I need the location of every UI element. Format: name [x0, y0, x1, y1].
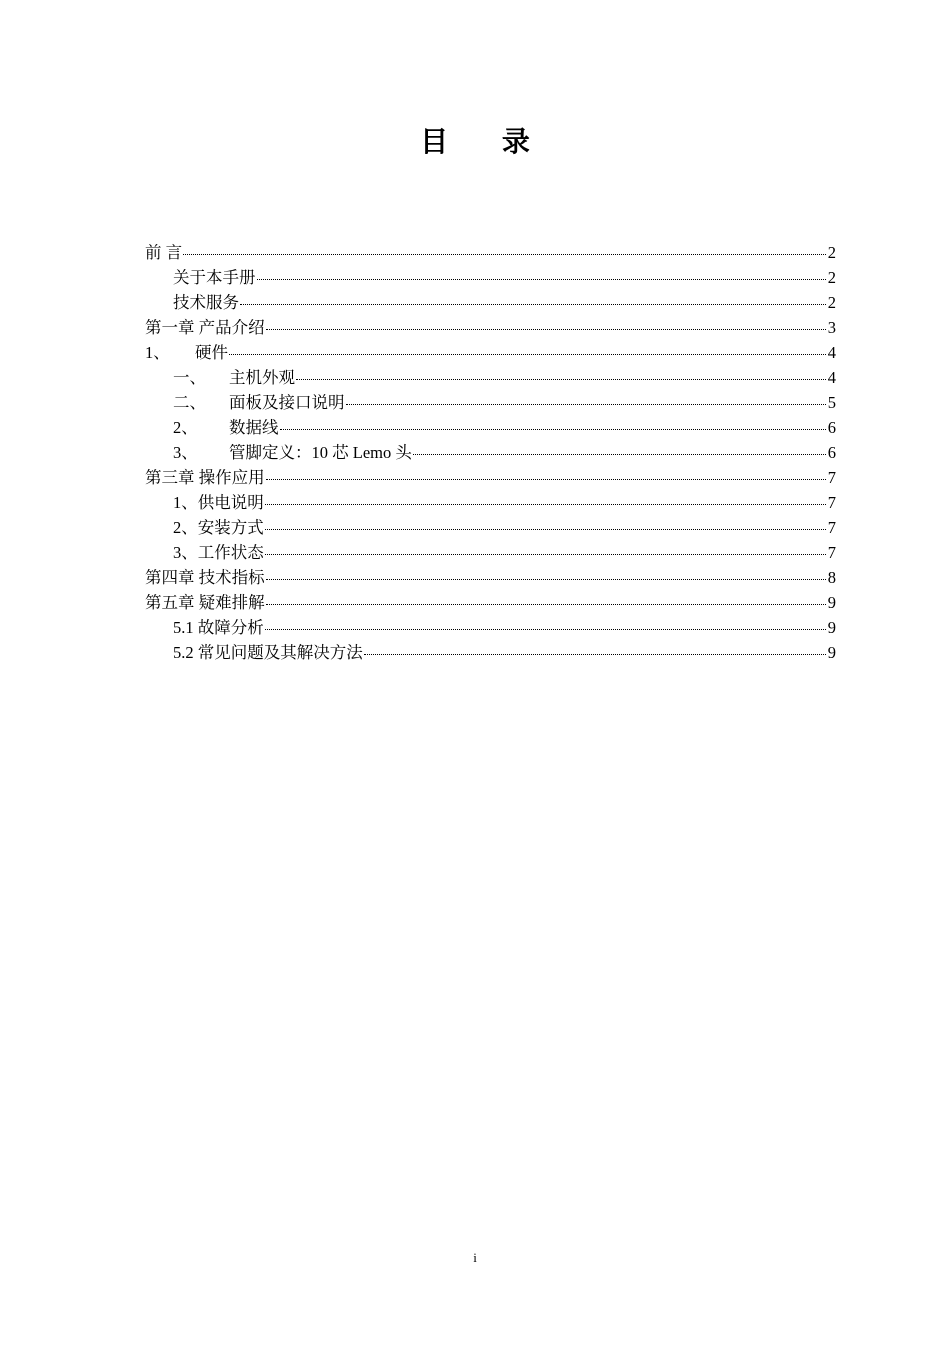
dot-leader: [265, 554, 826, 555]
toc-entry-text: 第四章 技术指标: [145, 568, 265, 587]
toc-entry-number: 3、: [173, 443, 198, 462]
dot-leader: [266, 329, 826, 330]
toc-entry-label: [173, 515, 264, 540]
toc-entry-label: [173, 265, 256, 290]
toc-entry-page: 7: [827, 468, 836, 487]
dot-leader: [265, 504, 826, 505]
toc-entry[interactable]: [145, 240, 836, 265]
toc-entry-text: 第一章 产品介绍: [145, 318, 265, 337]
dot-leader: [229, 354, 826, 355]
toc-entry-page: 2: [827, 293, 836, 312]
toc-entry[interactable]: [145, 440, 836, 465]
toc-entry-number: 二、: [173, 393, 206, 412]
toc-entry-label: [173, 640, 363, 665]
toc-entry-label: [173, 440, 412, 465]
toc-entry[interactable]: [145, 640, 836, 665]
toc-entry-label: [173, 365, 295, 390]
toc-entry-page: 7: [827, 543, 836, 562]
toc-entry[interactable]: [145, 515, 836, 540]
table-of-contents: [145, 240, 836, 665]
toc-entry-text: 第五章 疑难排解: [145, 593, 265, 612]
toc-entry-number: 一、: [173, 368, 206, 387]
toc-entry[interactable]: [145, 615, 836, 640]
dot-leader: [265, 529, 826, 530]
dot-leader: [364, 654, 826, 655]
toc-entry[interactable]: [145, 315, 836, 340]
toc-entry-text: 面板及接口说明: [229, 393, 345, 412]
toc-entry-page: 8: [827, 568, 836, 587]
toc-entry-label: [173, 540, 264, 565]
toc-entry[interactable]: [145, 290, 836, 315]
dot-leader: [280, 429, 827, 430]
dot-leader: [240, 304, 826, 305]
toc-entry-text: 数据线: [229, 418, 279, 437]
toc-entry-text: 硬件: [195, 343, 228, 362]
dot-leader: [257, 279, 827, 280]
toc-entry-label: [145, 590, 265, 615]
toc-entry-page: 4: [827, 368, 836, 387]
toc-entry-page: 9: [827, 618, 836, 637]
toc-entry-text: 3、工作状态: [173, 543, 264, 562]
toc-entry-text: 管脚定义：10 芯 Lemo 头: [229, 443, 412, 462]
toc-entry-page: 4: [827, 343, 836, 362]
toc-entry[interactable]: [145, 565, 836, 590]
toc-entry-text: 第三章 操作应用: [145, 468, 265, 487]
dot-leader: [413, 454, 826, 455]
toc-entry-label: [173, 490, 264, 515]
toc-entry-page: 2: [827, 243, 836, 262]
toc-entry-page: 3: [827, 318, 836, 337]
toc-entry-label: [145, 340, 228, 365]
dot-leader: [266, 479, 826, 480]
toc-entry-page: 6: [827, 418, 836, 437]
toc-entry-label: [145, 240, 182, 265]
toc-entry-label: [145, 465, 265, 490]
dot-leader: [266, 579, 826, 580]
toc-entry[interactable]: [145, 415, 836, 440]
toc-entry-text: 关于本手册: [173, 268, 256, 287]
toc-entry-text: 前 言: [145, 243, 183, 262]
toc-entry-label: [145, 565, 265, 590]
dot-leader: [265, 629, 826, 630]
page-number: i: [473, 1250, 477, 1265]
toc-entry-label: [173, 415, 279, 440]
dot-leader: [346, 404, 827, 405]
toc-entry-page: 2: [827, 268, 836, 287]
toc-entry-page: 6: [827, 443, 836, 462]
toc-entry-text: 5.1 故障分析: [173, 618, 264, 637]
toc-entry-page: 9: [827, 593, 836, 612]
toc-entry-label: [173, 290, 239, 315]
toc-entry[interactable]: [145, 465, 836, 490]
toc-entry-page: 5: [827, 393, 836, 412]
toc-entry-text: 技术服务: [173, 293, 239, 312]
toc-entry[interactable]: [145, 390, 836, 415]
toc-entry-text: 主机外观: [229, 368, 295, 387]
toc-entry-number: 1、: [145, 343, 170, 362]
toc-entry-label: [173, 390, 345, 415]
dot-leader: [266, 604, 826, 605]
toc-entry-text: 5.2 常见问题及其解决方法: [173, 643, 363, 662]
toc-entry[interactable]: [145, 490, 836, 515]
toc-entry[interactable]: [145, 540, 836, 565]
toc-entry-page: 7: [827, 493, 836, 512]
toc-entry-label: [145, 315, 265, 340]
toc-entry-text: 1、供电说明: [173, 493, 264, 512]
toc-entry[interactable]: [145, 265, 836, 290]
toc-entry-number: 2、: [173, 418, 198, 437]
toc-entry-page: 9: [827, 643, 836, 662]
toc-entry[interactable]: [145, 590, 836, 615]
toc-entry-page: 7: [827, 518, 836, 537]
dot-leader: [183, 254, 826, 255]
toc-title: 目 录: [420, 125, 552, 158]
dot-leader: [296, 379, 826, 380]
toc-entry-text: 2、安装方式: [173, 518, 264, 537]
toc-entry[interactable]: [145, 340, 836, 365]
toc-entry-label: [173, 615, 264, 640]
toc-entry[interactable]: [145, 365, 836, 390]
